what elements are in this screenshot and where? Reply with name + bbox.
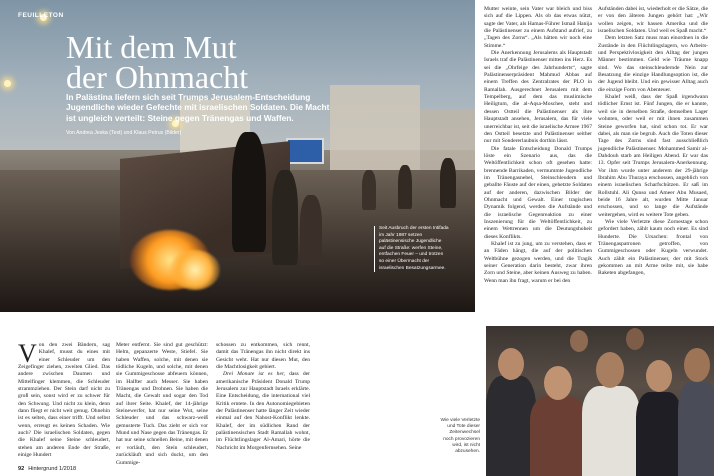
headline [66,29,326,95]
hero-photo-caption: Seit Ausbruch der ersten Intifada im Jahr 1987 setzen palästinensische Jugendliche auf die Straße: werfen Steine, entfachen Feuer – und trotzen so einer Übermacht der israelischen Besatzungsarmee. [374,226,449,272]
paragraph [216,371,310,452]
photo-figure [232,132,266,252]
paragraph: Mutter weinte, sein Vater war bleich und biss sich auf die Lippen. Als ob das etwas nützt, sagte der Vater, als Hamas-Führer Ismail Hanija die Palästinenser zu einem Aufstand aufrief, zu „Tagen des Zorns“. „Als hätten wir noch eine Stimme.“ [484,6,592,49]
photo-face [544,366,572,400]
folio [18,466,76,472]
photo-figure [582,386,640,476]
right-column-1 [484,6,592,285]
paragraph: Wie viele Verletzte diese Zornestage schon gefordert haben, zählt kaum noch einer. Es sind Hunderte. Die Ursachen: frontal von Tränengaspatronen getroffen, von Gummigeschossen oder Kugeln verwundet. Auch zählt ein Palästinenser, der mit Stock gekommen an mit Arme teilte mit, sie habe Raketen abgefangen, [598,218,708,277]
paragraph-text: dass der amerikanische Präsident Donald Trump Jerusalem zur Hauptstadt Israels erklärte. Eine Entscheidung, die international viel Kritik erntete. In den Autonomiegebieten der Palästinenser hatte länger Zeit wieder einmal auf den Nahost-Konflikt lenkte. Khalef, der im südlichen Rand der palästinensischen Stadt Ramallah wohnt, im Flüchtlingslager Al-Amari, hörte die Nachricht im Morgenfernsehen. Seine [216,371,310,451]
photo-figure [272,170,298,265]
paragraph: Die fatale Entscheidung Donald Trumps löste ein Szenario aus, das die Weltöffentlichkeit schon oft gesehen hatte: brennende Barrikaden, vermummte Jugendliche im Tränengasnebel, Steinschleudern und geballte Fäuste auf der einen, gehetzte Soldaten auf der anderen, dazwischen Bilder der Ohnmacht und Gewalt. Einer tragischen Dynamik folgend, werden die Aufstände und die israelische Gegenreaktion zu einer Inszenierung für die Weltöffentlichkeit, zu einem Wettrennen um die Deutungshoheit dieses Konflikts. [484,145,592,240]
page-number: 92 [18,466,25,472]
bottom-column-1 [18,339,110,460]
paragraph: Khalef weiß, dass der Spaß irgendwann tödlicher Ernst ist. Fünf Jungen, die er kannte, weil sie in derselben Straße, demselben Lager wohnten, oder weil er mit ihnen zusammen Steine geworfen hat, sind schon tot. Er war dabei, als man sie begrub. Auch die Toten dieser Tage des Zorns sind fast ausschließlich jugendliche Palästinenser. Mohammed Samir al-Dahdouh starb am Heiligen Abend. Er war das 13. Opfer seit Trumps Jerusalem-Anerkennung. Vor ihm wurde unter anderem der 29-jährige Ibrahim Abu Thuraya erschossen, angeblich von einem israelischen Scharfschützen. Er saß im Rollstuhl. Ali Qunso und Ameer Abu Musaed, beide 16 Jahre alt, wurden Mitte Januar erschossen, und so lange die Aufstände weitergehen, wird es weitere Tote geben. [598,94,708,218]
paragraph: schossen zu entkommen, sich rennt, damit das Tränengas ihn nicht direkt ins Gesicht weht. Hat nur diesen Mut, den die Machtlosigkeit gebiert. [216,342,310,371]
photo-face [498,348,524,380]
bottom-column-2 [116,342,208,467]
paragraph: Dem letzten Satz muss man einordnen in die Zustände in den Flüchtlingslagern, wo Arbeits- und Perspektivlosigkeit den Alltag der jungen Männer bestimmen. Geld wie Träume knapp sind. Wo das steinschleudernde Nein zur Besatzung die einzige Handlungsoption ist, die der Jugend bleibt. Und ein gewisser Alltag auch die einzige Form von Abenteuer. [598,35,708,93]
byline: Von Andrea Jeska (Text) und Klaus Petrus (Bilder) [66,130,182,136]
hero-photo [0,0,475,312]
photo-figure [636,392,682,476]
photo-billboard [286,138,324,164]
section-label: FEUILLETON [18,12,64,19]
crowd-photo-caption: Wie viele Verletzte und Tote dieser Zeitenwechsel noch provozieren wird, ist nicht abzusehen. [440,418,480,455]
paragraph: Meter entfernt. Sie sind gut geschützt: Helm, gepanzerte Weste, Stiefel. Sie haben Waffen, solche, mit denen sie tödliche Kugeln, und solche, mit denen sie Gummigeschosse abfeuern können, im Halfter auch Messer. Sie haben Tränengas und Drohnen. Sie haben die Macht, die Gewalt und sogar den Tod auf ihrer Seite. Khalef, der 14-jährige Steinewerfer, hat nur seine Wut, seine Schleuder und das schwarz-weiß gemusterte Tuch. Das zieht er sich vor Mund und Nase gegen das Tränengas. Er hat nur seine schnellen Beine, mit denen er vorläuft, den Stein schleudert, zurückläuft und sich duckt, um den Gummige- [116,342,208,466]
photo-figure [530,396,586,476]
photo-face [570,330,588,352]
photo-face [684,348,710,382]
photo-building [330,85,420,170]
crowd-photo [486,326,714,476]
photo-face [646,360,672,392]
magazine-issue: Hintergrund 1/2018 [28,466,77,472]
lead-in: Drei Monate ist es her, [223,371,285,378]
paragraph: Khalef ist zu jung, um zu verstehen, dass er an Fäden hängt, die auf der politischen Weltbühne gezogen werden, und die Tragik seiner Generation darin besteht, zwar ihren Zorn und Steine, aber keinen Ausweg zu haben. Wenn man ihn fragt, warum er bei den [484,241,592,284]
right-column-2 [598,6,708,278]
photo-streetlight [4,80,11,87]
bottom-column-3 [216,342,310,452]
paragraph: Die Anerkennung Jerusalems als Hauptstadt Israels traf die Palästinenser mitten ins Herz. Es sei die „Ohrfeige des Jahrhunderts“, sagte Palästinenserpräsident Mahmud Abbas auf einem Treffen des Zentralrates der PLO in Ramallah. Ausgerechnet Jerusalem mit dem Tempelberg, auf dem das muslimische Heiligtum, die al-Aqsa-Moschee, steht und dessen Ostteil die Palästinenser als ihre Hauptstadt ansehen, Jerusalem, das für viele unerreichbar ist, seit die israelische Armee 1967 den Ostteil besetzte und Palästinenser seither nur mit Sondererlaubnis dorthin lässt. [484,50,592,145]
paragraph: Aufständen dabei ist, wiederholt er die Sätze, die er von den älteren Jungen gehört hat: „Wir wollen zeigen, wir hassen Amerika und die israelischen Soldaten. Und weil es Spaß macht.“ [598,6,708,35]
photo-figure [486,376,536,476]
article-dek: In Palästina liefern sich seit Trumps Jerusalem-Entscheidung Jugendliche wieder Gefechte mit israelischen Soldaten. Die Macht ist ungleich verteilt: Steine gegen Tränengas und Waffen. [66,92,330,123]
photo-face [626,328,644,350]
headline-line-2: der Ohnmacht [66,59,249,95]
photo-figure [362,170,376,210]
photo-figure [440,158,456,208]
photo-face [596,352,624,388]
photo-figure [398,165,412,209]
photo-figure [678,382,714,476]
opening-paragraph: Von den zwei Bändern, sag Khalef, musst du eines mit einer Schleuder um den Zeigefinger ziehen, zweiten Glied. Das andere zwischen Daumen und Mittelfinger klemmen, die Schleuder strammziehen. Der Stein darf nicht zu groß sein, sonst wird er zu schwer für den Schwung. Und nicht zu klein, denn dann fliegt er nicht weit genug. Ohnehin ist es selten, dass einer trifft. Und selbst wenn, erreugt es keinen Schaden. Wie auch? Die israelischen Soldaten, gegen die Khalef seine Steine schleudert, stehen am anderen Ende der Straße, einige Hundert [18,339,110,459]
headline-line-1: Mit dem Mut [66,29,237,65]
photo-fire [170,250,220,290]
photo-figure [300,195,322,265]
